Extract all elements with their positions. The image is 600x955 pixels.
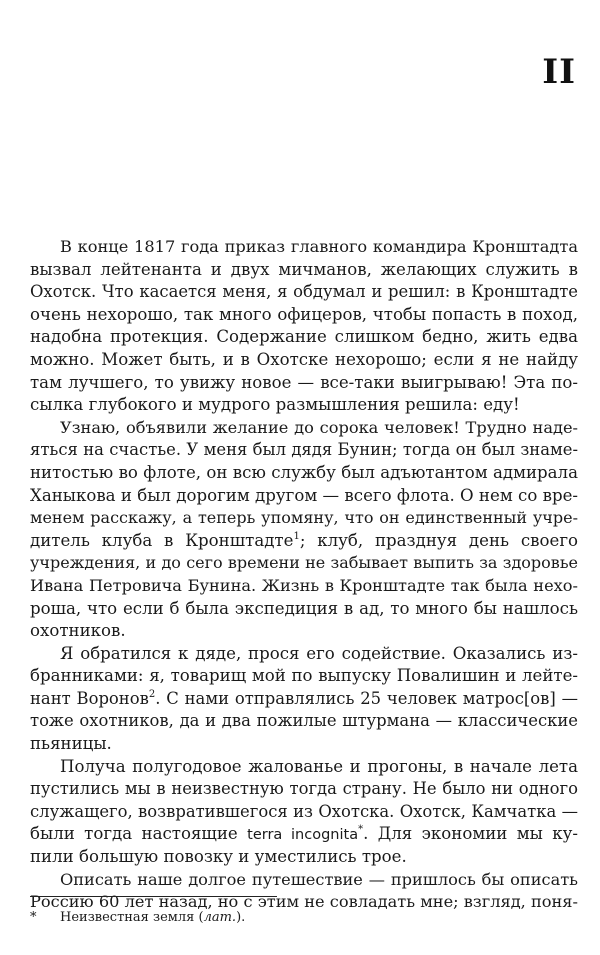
footnote-ref: 1 (293, 530, 300, 542)
text-line: Описать наше долгое путешествие — пришлось бы описать (60, 869, 578, 889)
text-line: Узнаю, объявили желание до сорока человек! Трудно наде- (60, 417, 578, 437)
text-line: Ханыкова и был дорогим другом — всего флота. О нем со вре- (30, 485, 578, 505)
text-line: яться на счастье. У меня был дядя Бунин; тогда он был знаме- (30, 440, 578, 460)
text-line: вызвал лейтенанта и двух мичманов, желающих служить в (30, 259, 578, 279)
text-line: служащего, возвратившегося из Охотска. Охотск, Камчатка — (30, 801, 578, 821)
text-line: роша, что если б была экспедиция в ад, то много бы нашлось (30, 598, 578, 618)
footnote-ref: * (358, 824, 364, 836)
text-line: пили большую повозку и уместились трое. (30, 847, 407, 867)
text-line: сылка глубокого и мудрого размышления решила: еду! (30, 395, 520, 415)
footnote-text: Неизвестная земля ( (60, 910, 204, 925)
text-line: охотников. (30, 621, 126, 641)
text-line: менем расскажу, а теперь упомяну, что он единственный учре- (30, 508, 578, 528)
text-segment: были тогда настоящие (30, 824, 238, 844)
text-line: очень нехорошо, так много офицеров, чтобы попасть в поход, (30, 304, 578, 324)
text-segment: ; клуб, празднуя день своего (299, 530, 578, 550)
footnote-abbr: лат. (203, 910, 237, 925)
text-segment: . С нами отправлялись 25 человек матрос[ов] — (155, 688, 578, 708)
text-line: Получа полугодовое жалованье и прогоны, в начале лета (60, 756, 578, 776)
text-line-with-note (30, 530, 578, 553)
text-line: надобна протекция. Содержание слишком бедно, жить едва (30, 327, 578, 347)
text-line: В конце 1817 года приказ главного командира Кронштадта (60, 237, 578, 256)
footnote (30, 909, 578, 927)
text-line: пустились мы в неизвестную тогда страну. Не было ни одного (30, 779, 578, 799)
text-line: Россию 60 лет назад, но с этим не совладать мне; взгляд, поня- (30, 892, 578, 912)
chapter-number: II (542, 52, 576, 92)
text-line: нитостью во флоте, он всю службу был адъютантом адмирала (30, 462, 578, 482)
text-segment: . Для экономии мы ку- (363, 824, 578, 844)
footnote-ref: 2 (148, 688, 156, 700)
text-line-with-note (30, 688, 578, 711)
text-line: Охотск. Что касается меня, я обдумал и решил: в Кронштадте (30, 282, 578, 302)
footnote-close: ). (236, 910, 246, 925)
latin-phrase: terra incognita (247, 827, 359, 844)
text-line: Ивана Петровича Бунина. Жизнь в Кронштадте так была нехо- (30, 575, 578, 595)
text-line: пьяницы. (30, 734, 112, 754)
footnote-mark: * (30, 910, 37, 925)
text-line: учреждения, и до сего времени не забывает выпить за здоровье (30, 553, 578, 573)
text-segment: дитель клуба в Кронштадте (30, 530, 294, 550)
footnote-divider (30, 896, 277, 897)
text-segment: нант Воронов (30, 688, 149, 708)
text-line: Я обратился к дяде, прося его содействие. Оказались из- (60, 643, 578, 663)
text-line: тоже охотников, да и два пожилые штурмана — классические (30, 711, 578, 731)
text-line-with-note (30, 823, 578, 846)
text-line: можно. Может быть, и в Охотске нехорошо; если я не найду (30, 349, 578, 369)
text-line: там лучшего, то увижу новое — все-таки выигрываю! Эта по- (30, 372, 578, 392)
body-text (30, 236, 578, 914)
text-line: бранниками: я, товарищ мой по выпуску Повалишин и лейте- (30, 666, 578, 686)
